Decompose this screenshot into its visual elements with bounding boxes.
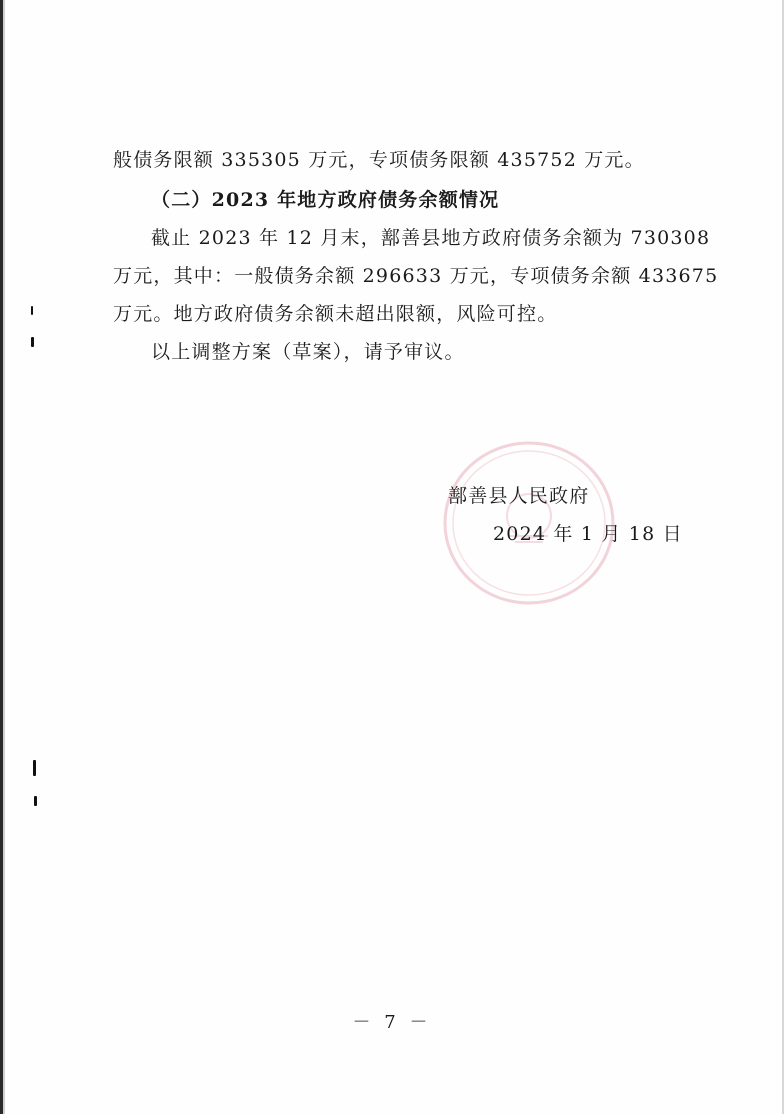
scan-edge-shadow [3,0,5,1114]
binding-mark [33,760,36,776]
paragraph-line-4: 万元，其中：一般债务余额 296633 万元，专项债务余额 433675 [113,265,719,287]
page-number: － 7 － [352,1012,432,1033]
paragraph-line-1: 般债务限额 335305 万元，专项债务限额 435752 万元。 [113,149,645,171]
binding-mark [31,306,33,315]
binding-mark [34,796,37,806]
signature-organization: 鄯善县人民政府 [448,485,590,507]
paragraph-line-5: 万元。地方政府债务余额未超出限额，风险可控。 [113,303,558,325]
signature-date: 2024 年 1 月 18 日 [493,523,683,545]
binding-mark [31,337,34,347]
paragraph-line-6: 以上调整方案（草案），请予审议。 [151,341,465,363]
paragraph-line-3: 截止 2023 年 12 月末，鄯善县地方政府债务余额为 730308 [151,227,711,249]
section-heading: （二）2023 年地方政府债务余额情况 [151,189,500,211]
